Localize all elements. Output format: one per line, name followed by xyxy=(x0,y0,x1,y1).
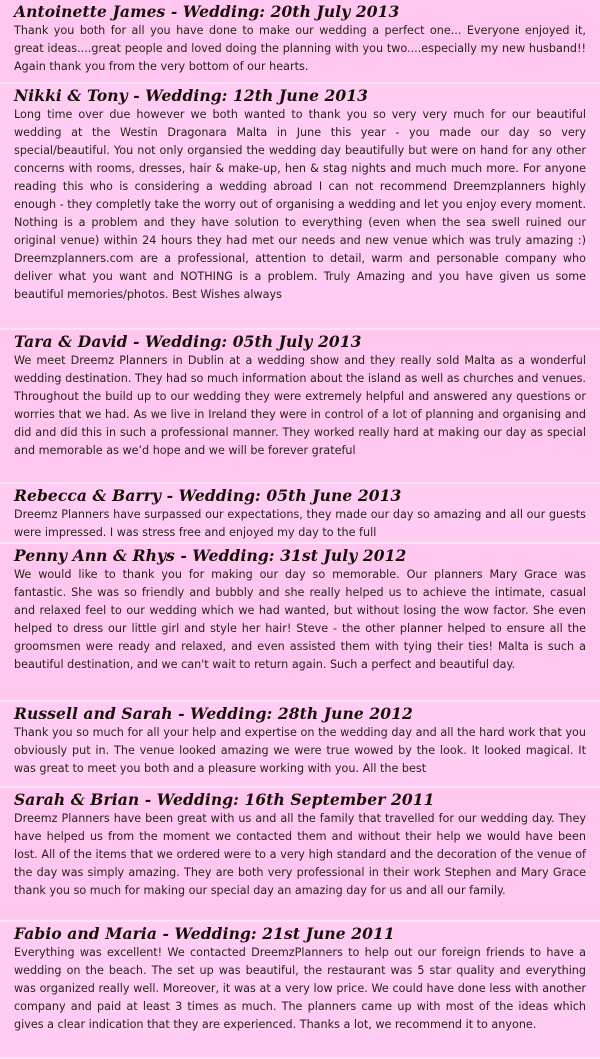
testimonial-card xyxy=(0,544,600,702)
testimonial-title: Russell and Sarah - Wedding: 28th June 2012 xyxy=(14,704,413,723)
testimonial-title: Fabio and Maria - Wedding: 21st June 2011 xyxy=(14,924,395,943)
testimonial-title: Nikki & Tony - Wedding: 12th June 2013 xyxy=(14,86,369,105)
testimonial-card xyxy=(0,788,600,922)
testimonial-card xyxy=(0,484,600,544)
testimonial-title: Rebecca & Barry - Wedding: 05th June 2013 xyxy=(14,486,402,505)
testimonial-card xyxy=(0,330,600,484)
testimonial-title: Penny Ann & Rhys - Wedding: 31st July 2012 xyxy=(14,546,407,565)
testimonial-title: Sarah & Brian - Wedding: 16th September 2011 xyxy=(14,790,435,809)
testimonial-text: We would like to thank you for making our day so memorable. Our planners Mary Grace was fantastic. She was so friendly and bubbly and she really helped us to achieve the intimate, casual and relaxed feel to our wedding which we had wanted, but without losing the wow factor. She even helped to dress our little girl and style her hair! Steve - the other planner helped to ensure all the groomsmen were ready and relaxed, and even assisted them with tying their ties! Malta is such a beautiful destination, and we can't wait to return again. Such a perfect and beautiful day. xyxy=(14,568,586,671)
testimonial-title: Antoinette James - Wedding: 20th July 2013 xyxy=(14,2,400,21)
testimonial-card xyxy=(0,702,600,788)
testimonial-text: Long time over due however we both wanted to thank you so very very much for our beautiful wedding at the Westin Dragonara Malta in June this year - you made our day so very special/beautiful. You not only organsied the wedding day beautifully but were on hand for any other concerns with rooms, dresses, hair & make-up, hen & stag nights and much much more. For anyone reading this who is considering a wedding abroad I can not recommend Dreemzplanners highly enough - they completly take the worry out of organising a wedding and let you enjoy every moment. Nothing is a problem and they have solution to everything (even when the sea swell ruined our original venue) within 24 hours they had met our needs and new venue which was truly amazing :) Dreemzplanners.com are a professional, attention to detail, warm and personable company who deliver what you want and NOTHING is a problem. Truly Amazing and you have given us some beautiful memories/photos. Best Wishes always xyxy=(14,108,586,301)
testimonial-title: Tara & David - Wedding: 05th July 2013 xyxy=(14,332,362,351)
testimonial-text: Thank you both for all you have done to make our wedding a perfect one... Everyone enjoyed it, great ideas....great people and loved doing the planning with you two....especially my new husband!! Again thank you from the very bottom of our hearts. xyxy=(14,24,586,73)
testimonial-text: Everything was excellent! We contacted DreemzPlanners to help out our foreign friends to have a wedding on the beach. The set up was beautiful, the restaurant was 5 star quality and everything was organized really well. Moreover, it was at a very low price. We could have done less with another company and paid at least 3 times as much. The planners came up with most of the ideas which gives a clear indication that they are experienced. Thanks a lot, we recommend it to anyone. xyxy=(14,946,586,1031)
testimonial-text: Dreemz Planners have been great with us and all the family that travelled for our wedding day. They have helped us from the moment we contacted them and without their help we would have been lost. All of the items that we ordered were to a very high standard and the decoration of the venue of the day was simply amazing. They are both very professional in their work Stephen and Mary Grace thank you so much for making our special day an amazing day for us and all our family. xyxy=(14,812,586,897)
testimonial-text: We meet Dreemz Planners in Dublin at a wedding show and they really sold Malta as a wonderful wedding destination. They had so much information about the island as well as churches and venues. Throughout the build up to our wedding they were extremely helpful and answered any questions or worries that we had. As we live in Ireland they were in control of a lot of planning and organising and did and did this in such a professional manner. They worked really hard at making our day as special and memorable as we’d hope and we will be forever grateful xyxy=(14,354,586,457)
testimonial-card xyxy=(0,84,600,330)
testimonial-card xyxy=(0,0,600,84)
testimonial-text: Dreemz Planners have surpassed our expectations, they made our day so amazing and all our guests were impressed. I was stress free and enjoyed my day to the full xyxy=(14,508,586,539)
testimonial-card xyxy=(0,922,600,1059)
testimonial-text: Thank you so much for all your help and expertise on the wedding day and all the hard work that you obviously put in. The venue looked amazing we were true wowed by the look. It looked magical. It was great to meet you both and a pleasure working with you. All the best xyxy=(14,726,586,775)
